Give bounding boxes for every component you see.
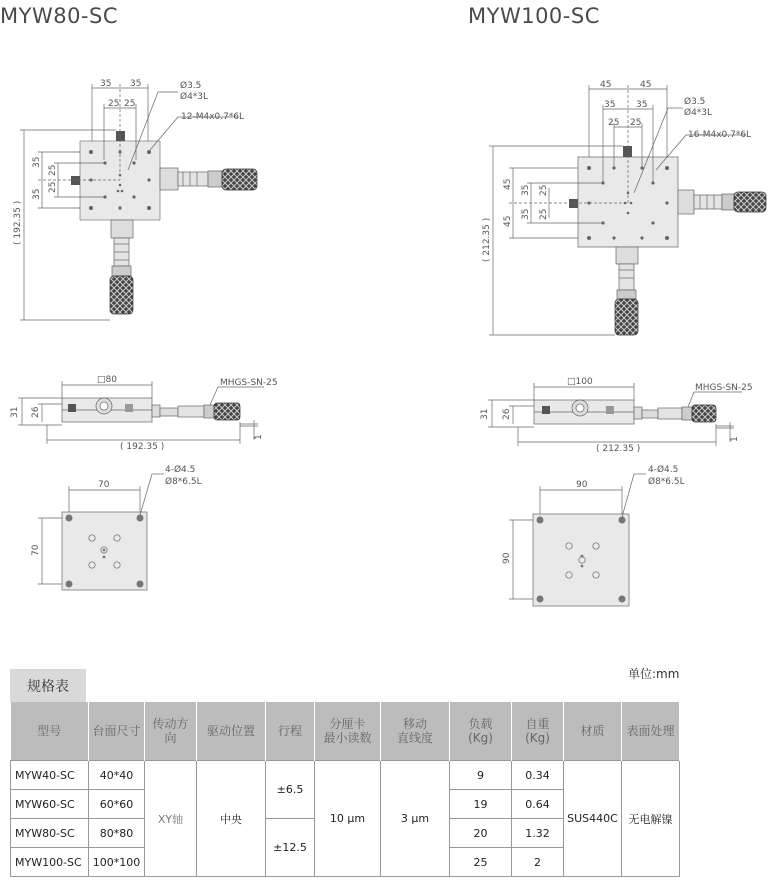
svg-text:35: 35 (100, 79, 112, 89)
header-material: 材质 (564, 702, 622, 761)
svg-text:26: 26 (31, 406, 41, 418)
spec-table-tab: 规格表 (10, 669, 86, 702)
svg-text:35: 35 (521, 208, 531, 220)
unit-label: 单位:mm (628, 667, 680, 681)
svg-text:□80: □80 (97, 375, 117, 385)
cell-load: 25 (450, 848, 512, 877)
cell-stroke-b: ±12.5 (266, 819, 315, 877)
cell-load: 19 (450, 790, 512, 819)
svg-text:26: 26 (502, 408, 512, 420)
cell-stroke-a: ±6.5 (266, 761, 315, 819)
header-load: 负载 (Kg) (450, 702, 512, 761)
cell-model: MYW80-SC (11, 819, 89, 848)
model-title-right: MYW100-SC (468, 4, 600, 28)
cell-weight: 2 (512, 848, 564, 877)
svg-text:31: 31 (480, 408, 490, 420)
svg-text:35: 35 (604, 100, 616, 110)
cell-model: MYW100-SC (11, 848, 89, 877)
cell-weight: 1.32 (512, 819, 564, 848)
svg-text:Ø8*6.5L: Ø8*6.5L (165, 477, 202, 487)
svg-text:90: 90 (576, 480, 588, 490)
cell-straightness: 3 μm (381, 761, 450, 877)
header-surface: 表面处理 (622, 702, 680, 761)
svg-text:Ø3.5: Ø3.5 (684, 97, 706, 107)
svg-text:25: 25 (608, 118, 620, 128)
cell-model: MYW40-SC (11, 761, 89, 790)
svg-text:45: 45 (503, 178, 513, 190)
side-view-80 (18, 381, 264, 444)
svg-text:MHGS-SN-25: MHGS-SN-25 (220, 378, 278, 388)
header-weight: 自重 (Kg) (512, 702, 564, 761)
header-straightness: 移动 直线度 (381, 702, 450, 761)
svg-text:45: 45 (600, 80, 612, 90)
table-row (11, 761, 680, 790)
cell-load: 9 (450, 761, 512, 790)
model-title-left: MYW80-SC (0, 4, 119, 28)
cell-weight: 0.34 (512, 761, 564, 790)
svg-text:Ø8*6.5L: Ø8*6.5L (648, 477, 685, 487)
cell-surface: 无电解镍 (622, 761, 680, 877)
svg-text:25: 25 (630, 118, 642, 128)
svg-text:( 192.35 ): ( 192.35 ) (13, 200, 23, 245)
header-direction: 传动方向 (145, 702, 197, 761)
svg-text:45: 45 (503, 215, 513, 227)
cell-weight: 0.64 (512, 790, 564, 819)
svg-text:25: 25 (108, 99, 120, 109)
header-drive: 驱动位置 (197, 702, 266, 761)
cell-size: 80*80 (89, 819, 145, 848)
cell-size: 100*100 (89, 848, 145, 877)
header-model: 型号 (11, 702, 89, 761)
cell-drive: 中央 (197, 761, 266, 877)
svg-text:25: 25 (539, 208, 549, 220)
spec-header-row (11, 702, 680, 761)
svg-text:1: 1 (254, 434, 264, 440)
svg-text:Ø4*3L: Ø4*3L (180, 92, 209, 102)
cell-load: 20 (450, 819, 512, 848)
svg-text:4-Ø4.5: 4-Ø4.5 (165, 465, 196, 475)
svg-text:Ø4*3L: Ø4*3L (684, 108, 713, 118)
bottom-view-80 (38, 474, 164, 590)
spec-table (10, 702, 680, 877)
svg-text:25: 25 (48, 164, 58, 176)
svg-text:90: 90 (502, 552, 512, 564)
svg-text:Ø3.5: Ø3.5 (180, 81, 202, 91)
svg-text:35: 35 (521, 184, 531, 196)
svg-text:12-M4x0.7*6L: 12-M4x0.7*6L (181, 112, 245, 122)
cell-model: MYW60-SC (11, 790, 89, 819)
svg-text:45: 45 (640, 80, 652, 90)
svg-text:MHGS-SN-25: MHGS-SN-25 (695, 383, 753, 393)
svg-text:( 212.35 ): ( 212.35 ) (596, 444, 641, 454)
svg-text:25: 25 (539, 184, 549, 196)
svg-text:1: 1 (730, 436, 740, 442)
svg-text:16-M4x0.7*6L: 16-M4x0.7*6L (688, 130, 752, 140)
svg-text:25: 25 (124, 99, 136, 109)
svg-text:( 192.35 ): ( 192.35 ) (120, 442, 165, 452)
svg-text:70: 70 (31, 544, 41, 556)
cell-reading: 10 μm (315, 761, 381, 877)
cell-material: SUS440C (564, 761, 622, 877)
svg-text:70: 70 (98, 480, 110, 490)
svg-text:35: 35 (130, 79, 142, 89)
svg-text:31: 31 (10, 406, 20, 418)
header-stroke: 行程 (266, 702, 315, 761)
cell-direction: XY轴 (145, 761, 197, 877)
cell-size: 60*60 (89, 790, 145, 819)
svg-text:4-Ø4.5: 4-Ø4.5 (648, 465, 679, 475)
header-reading: 分厘卡 最小读数 (315, 702, 381, 761)
svg-text:35: 35 (636, 100, 648, 110)
svg-text:( 212.35 ): ( 212.35 ) (482, 217, 492, 262)
cell-size: 40*40 (89, 761, 145, 790)
svg-text:25: 25 (48, 181, 58, 193)
bottom-view-100 (509, 474, 646, 606)
svg-text:35: 35 (32, 188, 42, 200)
header-size: 台面尺寸 (89, 702, 145, 761)
svg-text:35: 35 (32, 156, 42, 168)
svg-text:□100: □100 (567, 377, 593, 387)
